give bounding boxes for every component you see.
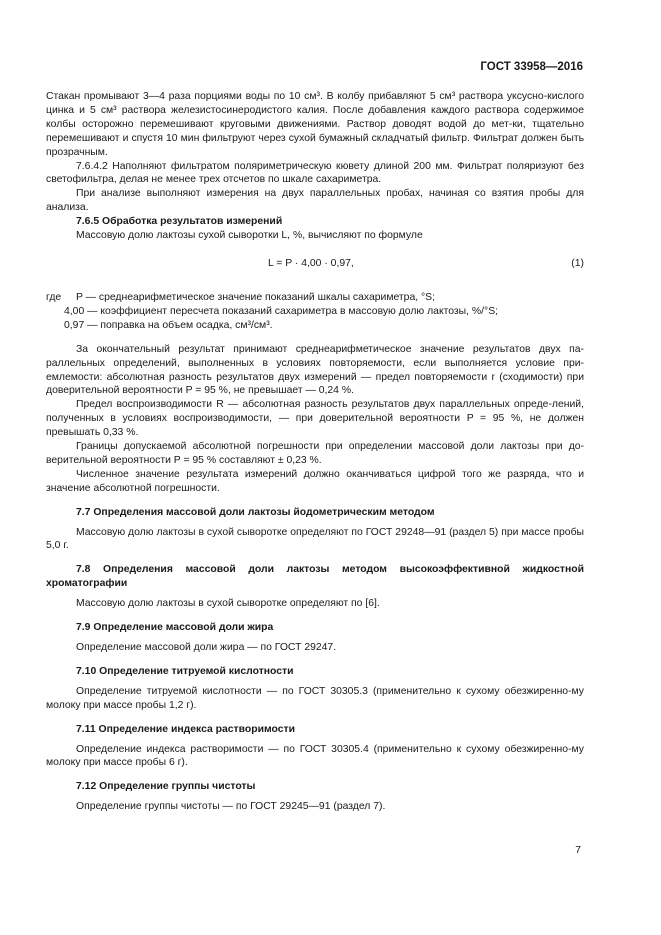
definition-block bbox=[46, 291, 584, 333]
definition-item: P — среднеарифметическое значение показаний шкалы сахариметра, °S; bbox=[76, 291, 435, 303]
formula-number: (1) bbox=[571, 257, 584, 269]
section-heading: 7.9 Определение массовой доли жира bbox=[76, 622, 274, 634]
document-header: ГОСТ 33958—2016 bbox=[480, 61, 583, 73]
definition-item: 0,97 — поправка на объем осадка, см³/см³. bbox=[64, 319, 273, 331]
section-heading: 7.10 Определение титруемой кислотности bbox=[76, 665, 294, 677]
section-heading: 7.6.5 Обработка результатов измерений bbox=[76, 216, 283, 228]
formula bbox=[46, 257, 584, 271]
document-body bbox=[46, 90, 584, 814]
formula-expression: L = P · 4,00 · 0,97, bbox=[268, 257, 354, 269]
paragraph: Границы допускаемой абсолютной погрешности при определении массовой доли лактозы при до-верительной вероятности P = 95 % составляют ± 0,23 %. bbox=[46, 441, 584, 466]
section-heading: 7.8 Определения массовой доли лактозы методом высокоэффективной жидкостной хроматографии bbox=[46, 564, 584, 590]
paragraph: При анализе выполняют измерения на двух параллельных пробах, начиная со взятия пробы для анализа. bbox=[46, 188, 584, 214]
paragraph: Определение индекса растворимости — по ГОСТ 30305.4 (применительно к сухому обезжиренно-му молоку при массе пробы 6 г). bbox=[46, 743, 584, 769]
paragraph: Массовую долю лактозы в сухой сыворотке определяют по ГОСТ 29248—91 (раздел 5) при массе пробы 5,0 г. bbox=[46, 526, 584, 552]
paragraph: Численное значение результата измерений должно оканчиваться цифрой того же разряда, что и значение абсолютной погрешности. bbox=[46, 468, 584, 494]
paragraph: Массовую долю лактозы в сухой сыворотке определяют по [6]. bbox=[76, 598, 380, 610]
section-heading: 7.12 Определение группы чистоты bbox=[76, 781, 256, 793]
definition-item: 4,00 — коэффициент пересчета показаний сахариметра в массовую долю лактозы, %/°S; bbox=[64, 305, 499, 317]
section-heading: 7.11 Определение индекса растворимости bbox=[76, 723, 295, 735]
paragraph: Массовую долю лактозы сухой сыворотки L, %, вычисляют по формуле bbox=[76, 230, 423, 242]
paragraph: Определение группы чистоты — по ГОСТ 29245—91 (раздел 7). bbox=[76, 801, 386, 813]
section-heading: 7.7 Определения массовой доли лактозы йодометрическим методом bbox=[76, 506, 435, 518]
paragraph: За окончательный результат принимают среднеарифметическое значение результатов двух па-раллельных определений, выполненных в условиях повторяемости, если выполняется условие при-емлемости: абсолютная разность результатов двух измерений — предел повторяемости r (сходимости) при доверительной вероятности P = 95 %, не превышает — 0,24 %. bbox=[46, 343, 584, 397]
page-number: 7 bbox=[575, 845, 581, 856]
paragraph: Определение массовой доли жира — по ГОСТ 29247. bbox=[76, 642, 337, 653]
paragraph: Предел воспроизводимости R — абсолютная разность результатов двух параллельных опреде-лений, полученных в условиях воспроизводимости, — при доверительной вероятности P = 95 %, не должен превышать 0,33 %. bbox=[46, 399, 584, 439]
paragraph: 7.6.4.2 Наполняют фильтратом поляриметрическую кювету длиной 200 мм. Фильтрат поляризуют без светофильтра, делая не менее трех отсчетов по шкале сахариметра. bbox=[46, 160, 584, 186]
paragraph: Стакан промывают 3—4 раза порциями воды по 10 см³. В колбу прибавляют 5 см³ раствора уксусно-кислого цинка и 5 см³ раствора железистосинеродистого калия. После добавления каждого раствора содержимое колбы осторожно перемешивают круговыми движениями. Раствор доводят водой до мет-ки, тщательно перемешивают и спустя 10 мин фильтруют через сухой бумажный складчатый фильтр. Фильтрат должен быть прозрачным. bbox=[46, 91, 584, 158]
paragraph: Определение титруемой кислотности — по ГОСТ 30305.3 (применительно к сухому обезжиренно-му молоку при массе пробы 1,2 г). bbox=[46, 685, 584, 711]
where-word: где bbox=[46, 291, 62, 303]
